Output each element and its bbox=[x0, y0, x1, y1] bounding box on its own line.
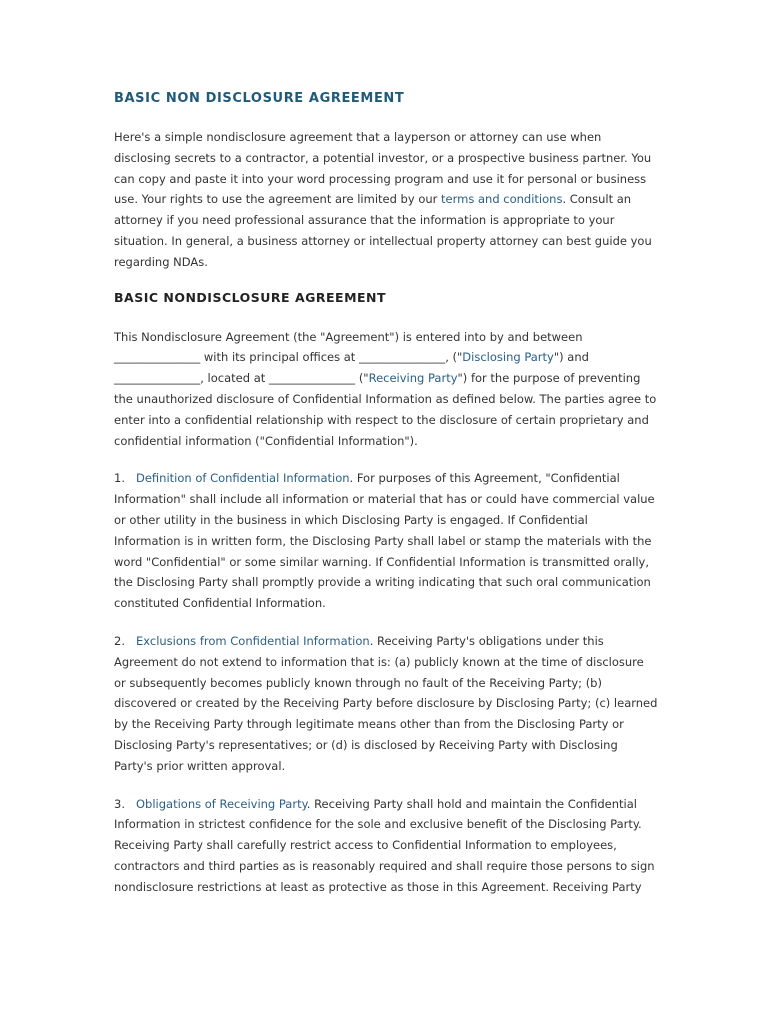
section-1-heading-link[interactable]: Definition of Confidential Information bbox=[136, 471, 350, 486]
section-1 bbox=[114, 468, 658, 614]
disclosing-party-link[interactable]: Disclosing Party bbox=[462, 350, 554, 365]
intro-text-1: Here's a simple nondisclosure agreement that a layperson or attorney can use when disclosing secrets to a contractor, a potential investor, or a prospective business partner. You can copy and paste it into your word processing program and use it for personal or business use. Your rights to use the agreement are limited by our bbox=[114, 130, 652, 207]
receiving-party-link[interactable]: Receiving Party bbox=[368, 371, 458, 386]
section-1-body: . For purposes of this Agreement, "Confidential Information" shall include all information or material that has or could have commercial value or other utility in the business in which Disclosing Party is engaged. If Confidential Information is in written form, the Disclosing Party shall label or stamp the materials with the word "Confidential" or some similar warning. If Confidential Information is transmitted orally, the Disclosing Party shall promptly provide a writing indicating that such oral communication constituted Confidential Information. bbox=[114, 471, 655, 611]
section-3 bbox=[114, 794, 658, 898]
section-2-body: . Receiving Party's obligations under this Agreement do not extend to information that is: (a) publicly known at the time of disclosure or subsequently becomes publicly known through no fault of the Receiving Party; (b) discovered or created by the Receiving Party before disclosure by Disclosing Party; (c) learned by the Receiving Party through legitimate means other than from the Disclosing Party or Disclosing Party's representatives; or (d) is disclosed by Receiving Party with Disclosing Party's prior written approval. bbox=[114, 633, 658, 773]
preamble-text-1: This Nondisclosure Agreement (the "Agreement") is entered into by and between _______________ with its principal offices at _______________, (" bbox=[114, 329, 583, 365]
section-3-number: 3. bbox=[114, 796, 125, 811]
agreement-preamble bbox=[114, 327, 658, 452]
intro-text-2: . Consult an attorney if you need professional assurance that the information is appropriate to your situation. In general, a business attorney or intellectual property attorney can best guide you regarding NDAs. bbox=[114, 192, 652, 269]
preamble-text-2: ") and _______________, located at _______________ (" bbox=[114, 350, 589, 386]
section-3-heading-link[interactable]: Obligations of Receiving Party bbox=[136, 796, 307, 811]
section-3-body: . Receiving Party shall hold and maintain the Confidential Information in strictest confidence for the sole and exclusive benefit of the Disclosing Party. Receiving Party shall carefully restrict access to Confidential Information to employees, contractors and third parties as is reasonably required and shall require those persons to sign nondisclosure restrictions at least as protective as those in this Agreement. Receiving Party bbox=[114, 796, 655, 894]
section-2-number: 2. bbox=[114, 633, 125, 648]
section-2-heading-link[interactable]: Exclusions from Confidential Information bbox=[136, 633, 370, 648]
document-title: BASIC NON DISCLOSURE AGREEMENT bbox=[114, 91, 405, 106]
section-2 bbox=[114, 631, 658, 777]
agreement-subtitle: BASIC NONDISCLOSURE AGREEMENT bbox=[114, 289, 387, 305]
terms-and-conditions-link[interactable]: terms and conditions bbox=[441, 192, 563, 207]
preamble-text-3: ") for the purpose of preventing the unauthorized disclosure of Confidential Information as defined below. The parties agree to enter into a confidential relationship with respect to the disclosure of certain proprietary and confidential information ("Confidential Information"). bbox=[114, 371, 657, 448]
intro-paragraph bbox=[114, 127, 658, 273]
section-1-number: 1. bbox=[114, 471, 125, 486]
